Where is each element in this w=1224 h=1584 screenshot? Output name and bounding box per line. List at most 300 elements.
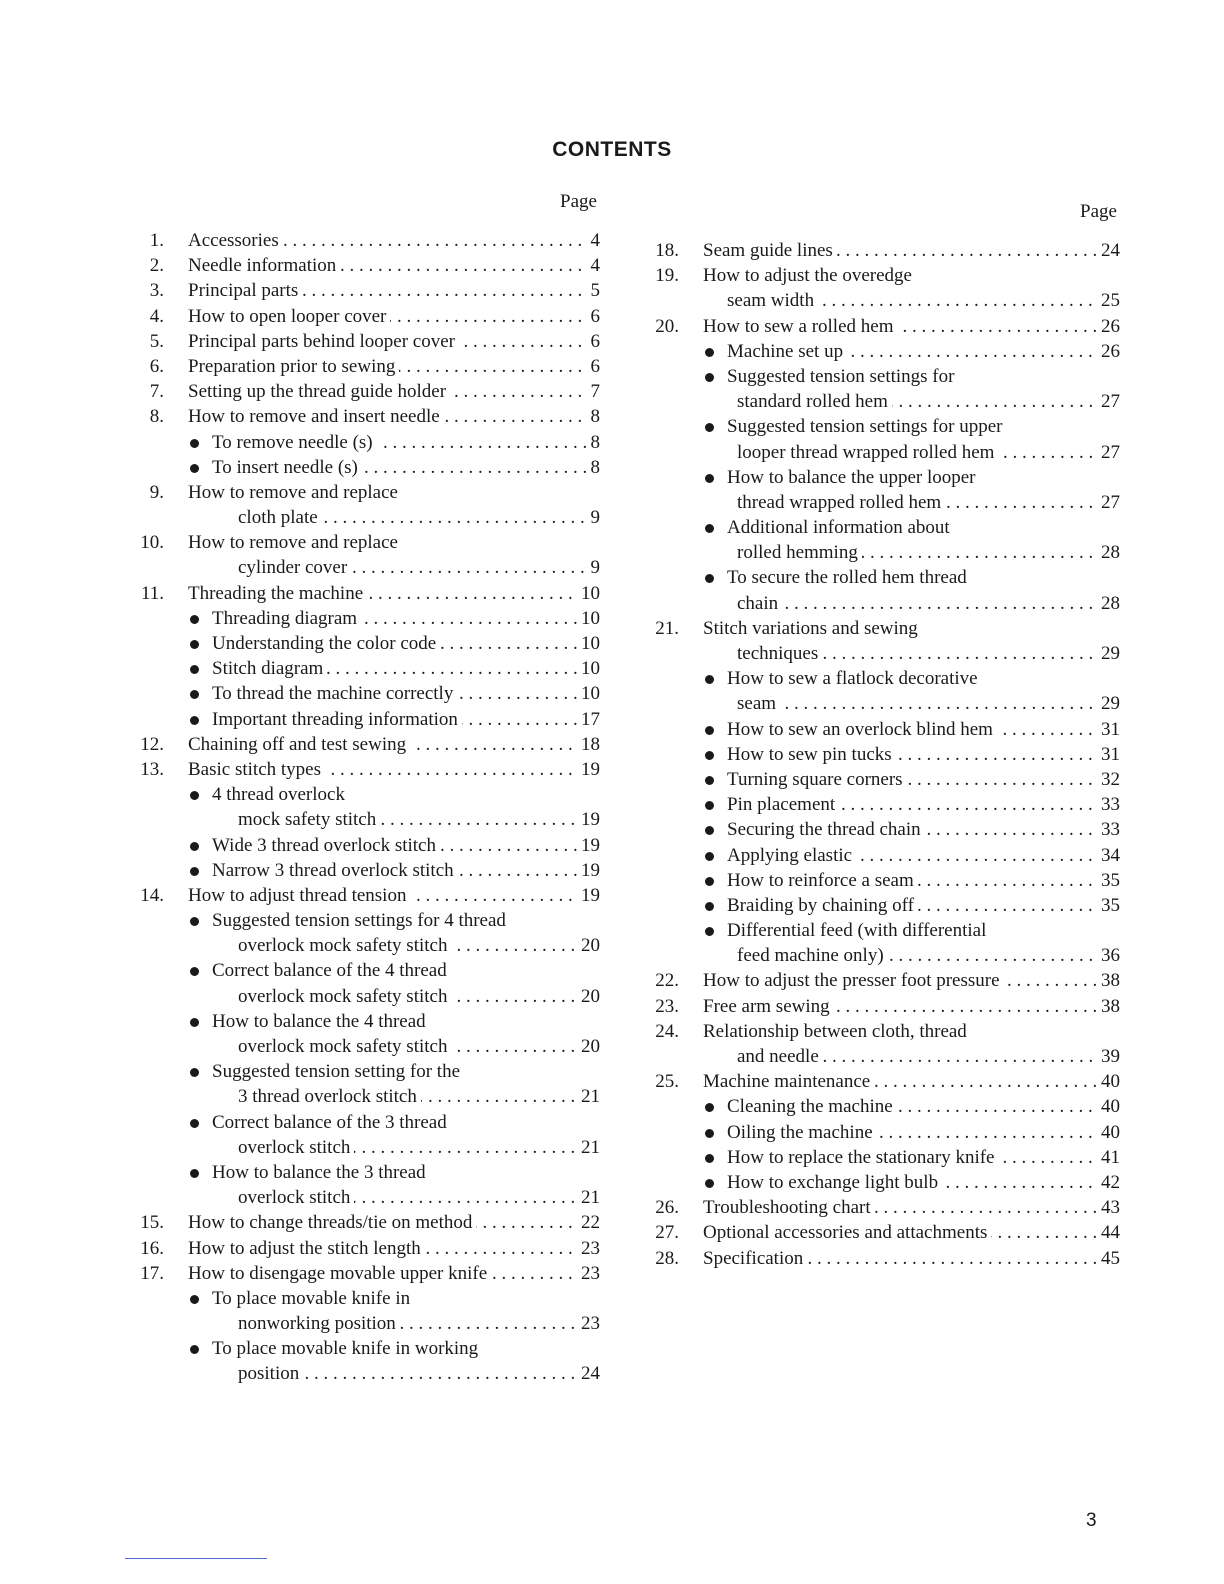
toc-entry-title: cloth plate bbox=[238, 507, 322, 528]
toc-entry-title: Braiding by chaining off bbox=[727, 895, 918, 916]
toc-entry bbox=[645, 1195, 1120, 1220]
toc-entry-title: How to balance the 3 thread bbox=[212, 1162, 430, 1183]
toc-entry bbox=[645, 666, 1120, 691]
toc-entry bbox=[130, 1286, 600, 1311]
page-number: 3 bbox=[1086, 1510, 1097, 1531]
toc-entry-title: To place movable knife in bbox=[212, 1288, 414, 1309]
toc-entry-title: Machine set up bbox=[727, 341, 847, 362]
bullet-icon bbox=[705, 1179, 714, 1188]
toc-entry-number: 14. bbox=[140, 884, 164, 906]
toc-entry-title: thread wrapped rolled hem bbox=[737, 492, 945, 513]
toc-entry bbox=[130, 455, 600, 480]
toc-entry-page: 20 bbox=[577, 1034, 600, 1059]
toc-entry bbox=[645, 591, 1120, 616]
toc-entry-title: Differential feed (with differential bbox=[727, 920, 990, 941]
toc-entry bbox=[645, 691, 1120, 716]
toc-entry-title: How to sew a rolled hem bbox=[703, 316, 897, 337]
toc-entry bbox=[130, 1261, 600, 1286]
toc-entry-page: 26 bbox=[1097, 314, 1120, 339]
toc-entry-page: 19 bbox=[577, 858, 600, 883]
toc-entry-title: Troubleshooting chart bbox=[703, 1197, 875, 1218]
bullet-icon bbox=[190, 1068, 199, 1077]
toc-entry-title: Narrow 3 thread overlock stitch bbox=[212, 860, 458, 881]
toc-entry bbox=[130, 1336, 600, 1361]
toc-entry-number: 5. bbox=[149, 330, 164, 352]
toc-entry bbox=[130, 354, 600, 379]
bullet-icon bbox=[705, 574, 714, 583]
toc-entry-page: 10 bbox=[577, 631, 600, 656]
bullet-icon bbox=[705, 373, 714, 382]
toc-entry bbox=[130, 1210, 600, 1235]
bullet-icon bbox=[705, 801, 714, 810]
toc-entry bbox=[645, 389, 1120, 414]
toc-entry-page: 33 bbox=[1097, 817, 1120, 842]
toc-entry bbox=[130, 253, 600, 278]
toc-entry-page: 21 bbox=[577, 1135, 600, 1160]
toc-entry-page: 27 bbox=[1097, 389, 1120, 414]
toc-entry-page: 10 bbox=[577, 606, 600, 631]
toc-entry bbox=[130, 278, 600, 303]
toc-entry-page: 19 bbox=[577, 833, 600, 858]
toc-entry-title: How to sew a flatlock decorative bbox=[727, 668, 982, 689]
toc-entry bbox=[645, 1246, 1120, 1271]
toc-entry bbox=[645, 263, 1120, 288]
toc-entry bbox=[130, 430, 600, 455]
toc-entry-title: standard rolled hem bbox=[737, 391, 892, 412]
bullet-icon bbox=[705, 726, 714, 735]
toc-entry bbox=[645, 918, 1120, 943]
toc-entry-page: 4 bbox=[587, 228, 601, 253]
toc-entry-page: 21 bbox=[577, 1084, 600, 1109]
toc-entry-page: 39 bbox=[1097, 1044, 1120, 1069]
toc-entry-title: How to sew an overlock blind hem bbox=[727, 719, 997, 740]
toc-entry-page: 40 bbox=[1097, 1069, 1120, 1094]
toc-entry-number: 7. bbox=[149, 381, 164, 403]
toc-entry bbox=[130, 1084, 600, 1109]
bullet-icon bbox=[705, 852, 714, 861]
toc-entry-title: Pin placement bbox=[727, 794, 839, 815]
toc-entry-number: 13. bbox=[140, 758, 164, 780]
footer-rule bbox=[125, 1558, 267, 1559]
toc-entry-title: overlock stitch bbox=[238, 1137, 354, 1158]
toc-entry-page: 20 bbox=[577, 933, 600, 958]
toc-entry bbox=[130, 833, 600, 858]
page-column-header-right: Page bbox=[1080, 201, 1117, 222]
toc-entry-page: 7 bbox=[587, 379, 601, 404]
toc-entry-title: Wide 3 thread overlock stitch bbox=[212, 835, 440, 856]
toc-entry-number: 22. bbox=[655, 970, 679, 992]
toc-entry bbox=[130, 707, 600, 732]
toc-entry-title: 4 thread overlock bbox=[212, 784, 349, 805]
toc-entry-title: How to exchange light bulb bbox=[727, 1172, 942, 1193]
toc-entry-page: 5 bbox=[587, 278, 601, 303]
toc-entry-title: How to adjust the stitch length bbox=[188, 1238, 425, 1259]
toc-entry-page: 19 bbox=[577, 807, 600, 832]
toc-entry-title: cylinder cover bbox=[238, 557, 351, 578]
toc-entry-page: 10 bbox=[577, 581, 600, 606]
toc-entry-number: 2. bbox=[149, 255, 164, 277]
toc-entry-title: overlock mock safety stitch bbox=[238, 1036, 451, 1057]
toc-entry-number: 24. bbox=[655, 1020, 679, 1042]
toc-entry-title: How to adjust thread tension bbox=[188, 885, 410, 906]
toc-entry bbox=[645, 994, 1120, 1019]
toc-entry-title: How to sew pin tucks bbox=[727, 744, 896, 765]
toc-entry-title: overlock mock safety stitch bbox=[238, 986, 451, 1007]
toc-entry bbox=[130, 1009, 600, 1034]
toc-entry-page: 36 bbox=[1097, 943, 1120, 968]
bullet-icon bbox=[705, 1154, 714, 1163]
toc-entry-page: 27 bbox=[1097, 490, 1120, 515]
bullet-icon bbox=[190, 439, 199, 448]
toc-entry-title: looper thread wrapped rolled hem bbox=[737, 442, 998, 463]
toc-entry-title: Stitch diagram bbox=[212, 658, 327, 679]
bullet-icon bbox=[705, 474, 714, 483]
toc-entry-page: 40 bbox=[1097, 1120, 1120, 1145]
toc-entry-title: Setting up the thread guide holder bbox=[188, 381, 450, 402]
bullet-icon bbox=[705, 348, 714, 357]
toc-entry bbox=[130, 329, 600, 354]
toc-entry bbox=[130, 505, 600, 530]
bullet-icon bbox=[705, 776, 714, 785]
page-title: CONTENTS bbox=[552, 138, 672, 161]
toc-entry-number: 23. bbox=[655, 995, 679, 1017]
toc-entry-number: 12. bbox=[140, 733, 164, 755]
toc-entry-page: 9 bbox=[587, 505, 601, 530]
toc-entry-number: 27. bbox=[655, 1222, 679, 1244]
toc-entry bbox=[130, 807, 600, 832]
toc-entry-page: 23 bbox=[577, 1236, 600, 1261]
toc-entry-page: 40 bbox=[1097, 1094, 1120, 1119]
toc-entry bbox=[130, 1135, 600, 1160]
bullet-icon bbox=[705, 902, 714, 911]
toc-entry bbox=[645, 742, 1120, 767]
toc-entry-title: How to remove and insert needle bbox=[188, 406, 444, 427]
toc-entry-title: Correct balance of the 4 thread bbox=[212, 960, 451, 981]
toc-entry bbox=[645, 414, 1120, 439]
toc-entry-page: 29 bbox=[1097, 641, 1120, 666]
toc-entry bbox=[130, 581, 600, 606]
toc-entry bbox=[645, 1094, 1120, 1119]
toc-entry-title: Oiling the machine bbox=[727, 1122, 877, 1143]
bullet-icon bbox=[190, 716, 199, 725]
toc-entry-title: How to balance the 4 thread bbox=[212, 1011, 430, 1032]
bullet-icon bbox=[190, 665, 199, 674]
toc-entry-title: Correct balance of the 3 thread bbox=[212, 1112, 451, 1133]
toc-entry-page: 4 bbox=[587, 253, 601, 278]
toc-entry bbox=[645, 943, 1120, 968]
toc-entry bbox=[645, 314, 1120, 339]
toc-entry bbox=[130, 480, 600, 505]
toc-entry-title: How to adjust the overedge bbox=[703, 265, 916, 286]
toc-entry-page: 24 bbox=[577, 1361, 600, 1386]
toc-entry-page: 38 bbox=[1097, 968, 1120, 993]
toc-entry-title: How to reinforce a seam bbox=[727, 870, 918, 891]
toc-entry bbox=[130, 1110, 600, 1135]
toc-entry bbox=[645, 792, 1120, 817]
toc-entry-title: Machine maintenance bbox=[703, 1071, 874, 1092]
toc-entry-title: Basic stitch types bbox=[188, 759, 325, 780]
toc-entry-page: 29 bbox=[1097, 691, 1120, 716]
toc-entry-title: To insert needle (s) bbox=[212, 457, 362, 478]
toc-entry bbox=[130, 883, 600, 908]
toc-entry-number: 18. bbox=[655, 240, 679, 261]
toc-entry-page: 43 bbox=[1097, 1195, 1120, 1220]
toc-entry-title: Chaining off and test sewing bbox=[188, 734, 410, 755]
toc-entry-page: 41 bbox=[1097, 1145, 1120, 1170]
bullet-icon bbox=[190, 690, 199, 699]
toc-entry-title: Suggested tension setting for the bbox=[212, 1061, 464, 1082]
toc-entry-title: Accessories bbox=[188, 230, 283, 251]
toc-entry-title: Threading diagram bbox=[212, 608, 361, 629]
toc-entry-title: position bbox=[238, 1363, 303, 1384]
toc-entry-number: 1. bbox=[149, 230, 164, 251]
toc-entry-title: Needle information bbox=[188, 255, 340, 276]
bullet-icon bbox=[190, 1295, 199, 1304]
bullet-icon bbox=[705, 927, 714, 936]
toc-entry-number: 28. bbox=[655, 1247, 679, 1269]
toc-entry bbox=[645, 767, 1120, 792]
toc-entry bbox=[130, 631, 600, 656]
toc-entry-title: Suggested tension settings for bbox=[727, 366, 958, 387]
toc-entry bbox=[645, 868, 1120, 893]
bullet-icon bbox=[190, 867, 199, 876]
toc-entry-title: How to remove and replace bbox=[188, 482, 402, 503]
toc-entry bbox=[645, 339, 1120, 364]
toc-entry-page: 31 bbox=[1097, 717, 1120, 742]
toc-entry-title: How to balance the upper looper bbox=[727, 467, 980, 488]
bullet-icon bbox=[190, 1018, 199, 1027]
toc-entry bbox=[130, 606, 600, 631]
toc-entry-number: 25. bbox=[655, 1071, 679, 1093]
toc-entry-title: Optional accessories and attachments bbox=[703, 1222, 991, 1243]
toc-entry bbox=[645, 1044, 1120, 1069]
toc-entry-page: 19 bbox=[577, 883, 600, 908]
toc-entry-page: 18 bbox=[577, 732, 600, 757]
bullet-icon bbox=[705, 524, 714, 533]
toc-entry bbox=[645, 817, 1120, 842]
toc-entry bbox=[645, 515, 1120, 540]
toc-entry bbox=[645, 843, 1120, 868]
toc-entry-title: How to adjust the presser foot pressure bbox=[703, 970, 1004, 991]
toc-entry-title: Understanding the color code bbox=[212, 633, 440, 654]
toc-entry-page: 24 bbox=[1097, 238, 1120, 263]
toc-entry-title: Turning square corners bbox=[727, 769, 907, 790]
toc-entry bbox=[645, 717, 1120, 742]
toc-entry-title: and needle bbox=[737, 1046, 823, 1067]
toc-entry-title: Preparation prior to sewing bbox=[188, 356, 399, 377]
toc-entry bbox=[130, 656, 600, 681]
toc-entry bbox=[130, 1160, 600, 1185]
toc-entry bbox=[645, 540, 1120, 565]
bullet-icon bbox=[190, 842, 199, 851]
toc-entry-title: Suggested tension settings for upper bbox=[727, 416, 1006, 437]
toc-entry-page: 21 bbox=[577, 1185, 600, 1210]
toc-entry bbox=[130, 984, 600, 1009]
toc-entry-title: To remove needle (s) bbox=[212, 432, 377, 453]
toc-entry bbox=[130, 379, 600, 404]
toc-entry bbox=[645, 893, 1120, 918]
toc-entry-title: How to disengage movable upper knife bbox=[188, 1263, 491, 1284]
bullet-icon bbox=[190, 967, 199, 976]
toc-entry-title: To thread the machine correctly bbox=[212, 683, 457, 704]
toc-entry bbox=[645, 1120, 1120, 1145]
bullet-icon bbox=[190, 464, 199, 473]
toc-entry bbox=[645, 1220, 1120, 1245]
toc-entry-title: Suggested tension settings for 4 thread bbox=[212, 910, 510, 931]
toc-entry bbox=[645, 616, 1120, 641]
toc-entry-title: Additional information about bbox=[727, 517, 954, 538]
toc-entry-number: 21. bbox=[655, 617, 679, 639]
toc-entry-page: 8 bbox=[587, 455, 601, 480]
toc-entry bbox=[645, 641, 1120, 666]
toc-entry-title: Important threading information bbox=[212, 709, 462, 730]
toc-entry-page: 8 bbox=[587, 430, 601, 455]
toc-entry-number: 6. bbox=[149, 355, 164, 377]
toc-entry-title: rolled hemming bbox=[737, 542, 862, 563]
toc-entry-page: 23 bbox=[577, 1261, 600, 1286]
toc-entry-number: 26. bbox=[655, 1197, 679, 1219]
toc-entry-title: Applying elastic bbox=[727, 845, 856, 866]
toc-entry-number: 15. bbox=[140, 1212, 164, 1234]
toc-entry-title: seam width bbox=[727, 290, 818, 311]
toc-entry-title: Relationship between cloth, thread bbox=[703, 1021, 971, 1042]
toc-entry-title: overlock stitch bbox=[238, 1187, 354, 1208]
toc-entry bbox=[645, 1069, 1120, 1094]
bullet-icon bbox=[705, 675, 714, 684]
toc-entry bbox=[645, 1019, 1120, 1044]
toc-entry-page: 10 bbox=[577, 681, 600, 706]
toc-entry-number: 19. bbox=[655, 265, 679, 287]
toc-entry-page: 35 bbox=[1097, 868, 1120, 893]
toc-entry-title: Seam guide lines bbox=[703, 240, 837, 261]
toc-entry bbox=[130, 404, 600, 429]
toc-entry bbox=[645, 288, 1120, 313]
toc-entry-number: 10. bbox=[140, 532, 164, 554]
toc-entry bbox=[130, 304, 600, 329]
bullet-icon bbox=[705, 1103, 714, 1112]
bullet-icon bbox=[190, 791, 199, 800]
toc-entry-title: How to replace the stationary knife bbox=[727, 1147, 998, 1168]
toc-entry bbox=[130, 933, 600, 958]
toc-entry bbox=[130, 908, 600, 933]
toc-entry bbox=[130, 1034, 600, 1059]
bullet-icon bbox=[190, 615, 199, 624]
toc-entry-page: 34 bbox=[1097, 843, 1120, 868]
toc-entry bbox=[645, 465, 1120, 490]
toc-entry-page: 19 bbox=[577, 757, 600, 782]
toc-entry-page: 35 bbox=[1097, 893, 1120, 918]
toc-entry-page: 45 bbox=[1097, 1246, 1120, 1271]
bullet-icon bbox=[190, 917, 199, 926]
toc-entry-title: 3 thread overlock stitch bbox=[238, 1086, 421, 1107]
toc-entry bbox=[130, 228, 600, 253]
toc-entry bbox=[130, 1311, 600, 1336]
bullet-icon bbox=[705, 423, 714, 432]
toc-entry-page: 33 bbox=[1097, 792, 1120, 817]
toc-entry-page: 22 bbox=[577, 1210, 600, 1235]
toc-entry bbox=[130, 1185, 600, 1210]
bullet-icon bbox=[190, 1169, 199, 1178]
toc-entry-title: techniques bbox=[737, 643, 822, 664]
toc-entry bbox=[130, 958, 600, 983]
toc-entry-page: 23 bbox=[577, 1311, 600, 1336]
toc-entry-number: 4. bbox=[149, 305, 164, 327]
toc-entry-page: 32 bbox=[1097, 767, 1120, 792]
toc-entry bbox=[645, 565, 1120, 590]
toc-entry-page: 6 bbox=[587, 354, 601, 379]
toc-entry bbox=[130, 858, 600, 883]
toc-entry-title: seam bbox=[737, 693, 780, 714]
toc-entry-title: To secure the rolled hem thread bbox=[727, 567, 971, 588]
toc-entry-title: Threading the machine bbox=[188, 583, 367, 604]
toc-entry-page: 27 bbox=[1097, 440, 1120, 465]
bullet-icon bbox=[190, 1345, 199, 1354]
toc-entry-number: 16. bbox=[140, 1237, 164, 1259]
toc-entry bbox=[130, 1059, 600, 1084]
toc-entry bbox=[645, 1145, 1120, 1170]
toc-entry-page: 28 bbox=[1097, 591, 1120, 616]
toc-entry-title: Principal parts behind looper cover bbox=[188, 331, 459, 352]
toc-entry-title: To place movable knife in working bbox=[212, 1338, 482, 1359]
page-column-header-left: Page bbox=[560, 191, 597, 212]
toc-entry bbox=[130, 757, 600, 782]
toc-entry-title: Securing the thread chain bbox=[727, 819, 925, 840]
toc-entry bbox=[645, 968, 1120, 993]
toc-entry bbox=[645, 364, 1120, 389]
toc-entry-title: How to change threads/tie on method bbox=[188, 1212, 476, 1233]
toc-entry-page: 42 bbox=[1097, 1170, 1120, 1195]
toc-entry-page: 25 bbox=[1097, 288, 1120, 313]
toc-entry-page: 26 bbox=[1097, 339, 1120, 364]
toc-entry-number: 9. bbox=[149, 481, 164, 503]
bullet-icon bbox=[705, 1129, 714, 1138]
toc-entry bbox=[645, 238, 1120, 263]
bullet-icon bbox=[705, 826, 714, 835]
toc-entry-page: 6 bbox=[587, 304, 601, 329]
toc-entry bbox=[130, 681, 600, 706]
toc-entry-title: Stitch variations and sewing bbox=[703, 618, 922, 639]
toc-entry-page: 8 bbox=[587, 404, 601, 429]
toc-entry-page: 17 bbox=[577, 707, 600, 732]
toc-entry-page: 31 bbox=[1097, 742, 1120, 767]
toc-entry bbox=[645, 490, 1120, 515]
toc-entry-number: 17. bbox=[140, 1262, 164, 1284]
toc-entry-number: 11. bbox=[140, 582, 164, 604]
toc-entry-number: 8. bbox=[149, 406, 164, 428]
toc-entry-number: 20. bbox=[655, 315, 679, 337]
toc-right-column bbox=[645, 238, 1120, 1271]
toc-entry-title: How to open looper cover bbox=[188, 306, 390, 327]
toc-entry-title: Specification bbox=[703, 1248, 807, 1269]
toc-entry bbox=[130, 1236, 600, 1261]
bullet-icon bbox=[190, 640, 199, 649]
toc-entry-page: 38 bbox=[1097, 994, 1120, 1019]
toc-entry bbox=[130, 1361, 600, 1386]
toc-entry-page: 6 bbox=[587, 329, 601, 354]
toc-entry-title: Free arm sewing bbox=[703, 996, 834, 1017]
toc-entry bbox=[130, 555, 600, 580]
toc-entry-title: overlock mock safety stitch bbox=[238, 935, 451, 956]
toc-entry-title: chain bbox=[737, 593, 782, 614]
toc-entry-page: 20 bbox=[577, 984, 600, 1009]
toc-entry-number: 3. bbox=[149, 280, 164, 302]
toc-entry bbox=[130, 530, 600, 555]
toc-entry-title: mock safety stitch bbox=[238, 809, 380, 830]
toc-entry bbox=[130, 782, 600, 807]
toc-entry bbox=[645, 440, 1120, 465]
bullet-icon bbox=[705, 877, 714, 886]
toc-entry-title: Cleaning the machine bbox=[727, 1096, 897, 1117]
